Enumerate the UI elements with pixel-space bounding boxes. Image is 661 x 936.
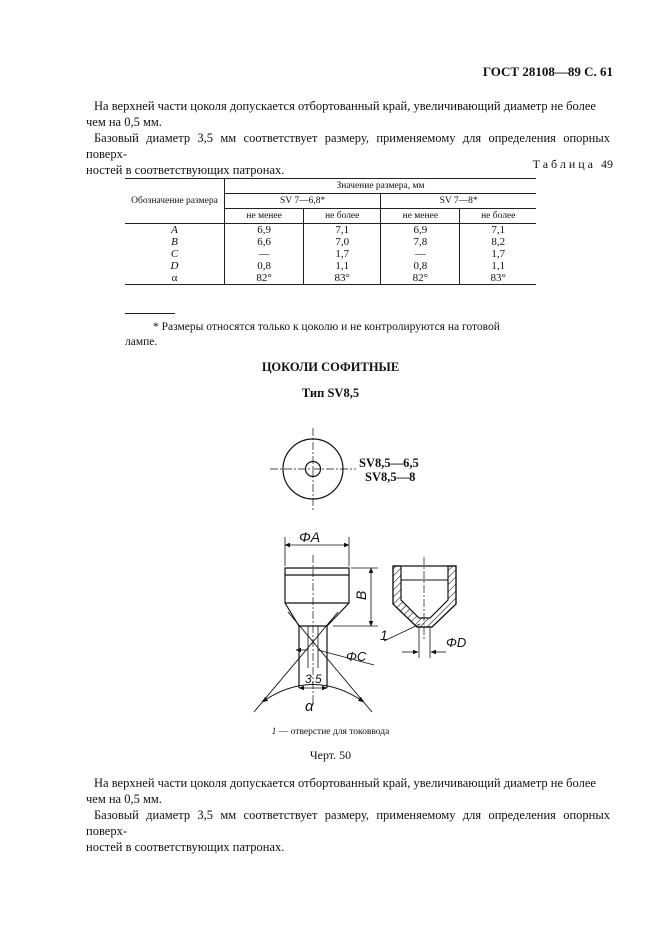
intro-p2-line1: Базовый диаметр 3,5 мм соответствует размеру, применяемому для определения опорных поверх- (86, 131, 610, 161)
bottom-p1-line2: чем на 0,5 мм. (86, 792, 162, 806)
table-caption-word: Таблица (532, 157, 596, 171)
cell: 82° (225, 272, 304, 285)
sub-min-1: не менее (225, 209, 304, 224)
row-symbol: D (170, 260, 179, 272)
sub-max-1: не более (304, 209, 381, 224)
dim-label-35: 3,5 (305, 672, 322, 686)
callout-label-1: 1 (380, 627, 388, 643)
table-caption-number: 49 (601, 157, 613, 171)
dim-label-a: ΦA (299, 529, 321, 545)
row-symbol: A (171, 224, 178, 236)
row-symbol: α (125, 272, 225, 285)
group-sv7-68: SV 7—6,8* (225, 194, 381, 209)
page-header: ГОСТ 28108—89 С. 61 (482, 64, 613, 79)
cell: 1,1 (460, 260, 536, 272)
variant-label-1: SV8,5—6,5 (359, 456, 419, 470)
cell: — (225, 248, 304, 260)
cell: 1,1 (304, 260, 381, 272)
cell: 1,7 (460, 248, 536, 260)
caption-text: — отверстие для токоввода (276, 727, 390, 737)
caption-number: 1 (271, 727, 277, 737)
cell: 7,1 (460, 224, 536, 237)
cell: 83° (304, 272, 381, 285)
section-title: ЦОКОЛИ СОФИТНЫЕ (261, 360, 400, 374)
dim-label-d: ΦD (446, 635, 467, 650)
cell: — (381, 248, 460, 260)
cell: 0,8 (225, 260, 304, 272)
bottom-text (86, 775, 610, 855)
footnote-line1: * Размеры относятся только к цоколю и не контролируются на готовой (153, 321, 500, 333)
dim-label-b: B (353, 590, 369, 600)
bottom-p1-line1: На верхней части цоколя допускается отбортованный край, увеличивающий диаметр не более (94, 776, 596, 790)
cell: 6,9 (225, 224, 304, 237)
cell: 82° (381, 272, 460, 285)
angle-label-alpha: α (305, 698, 314, 715)
dim-label-c: ΦC (346, 649, 367, 664)
cell: 6,6 (225, 236, 304, 248)
row-symbol: B (171, 236, 178, 248)
intro-p2-line2: ностей в соответствующих патронах. (86, 163, 285, 177)
cell: 1,7 (304, 248, 381, 260)
footnote-line2: лампе. (125, 336, 158, 348)
cell: 7,8 (381, 236, 460, 248)
figure-caption (0, 727, 661, 737)
figure-number: Черт. 50 (309, 748, 352, 762)
cell: 6,9 (381, 224, 460, 237)
sub-min-2: не менее (381, 209, 460, 224)
bottom-p2-line2: ностей в соответствующих патронах. (86, 840, 285, 854)
variant-label-2: SV8,5—8 (365, 470, 416, 484)
cell: 83° (460, 272, 536, 285)
cell: 8,2 (460, 236, 536, 248)
cell: 7,1 (304, 224, 381, 237)
col-designation: Обозначение размера (125, 179, 225, 224)
row-symbol: C (170, 248, 179, 260)
intro-p1-line2: чем на 0,5 мм. (86, 115, 162, 129)
col-values: Значение размера, мм (225, 179, 537, 194)
top-view (270, 428, 356, 510)
sub-max-2: не более (460, 209, 536, 224)
group-sv7-8: SV 7—8* (381, 194, 536, 209)
bottom-p2-line1: Базовый диаметр 3,5 мм соответствует размеру, применяемому для определения опорных поверх- (86, 808, 610, 838)
section-type: Тип SV8,5 (301, 386, 360, 400)
cell: 7,0 (304, 236, 381, 248)
cell: 0,8 (381, 260, 460, 272)
intro-p1-line1: На верхней части цоколя допускается отбортованный край, увеличивающий диаметр не более (94, 99, 596, 113)
